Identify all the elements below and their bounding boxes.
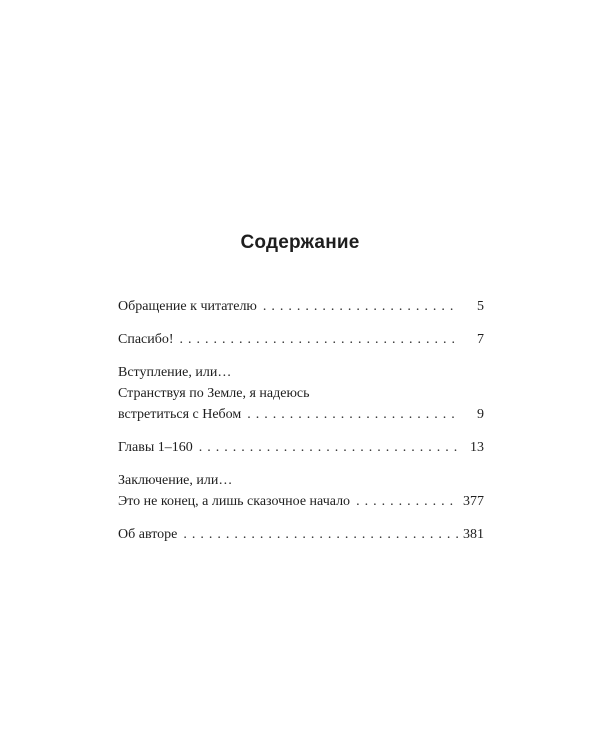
toc-page-number: 381 [463,527,484,542]
toc-entry-about-author[interactable] [118,524,484,545]
table-of-contents [118,296,484,557]
toc-entry-conclusion[interactable] [118,470,484,512]
dot-leader [263,296,458,317]
toc-entry-reader-address[interactable] [118,296,484,317]
toc-entry-title-line: Странствуя по Земле, я надеюсь [118,386,310,401]
dot-leader [247,404,458,425]
toc-entry-chapters[interactable] [118,437,484,458]
toc-entry-thanks[interactable] [118,329,484,350]
toc-page-number: 9 [477,407,484,422]
toc-entry-introduction[interactable] [118,362,484,425]
toc-entry-title-line: Заключение, или… [118,473,233,488]
dot-leader [183,524,458,545]
toc-page-number: 377 [463,494,484,509]
dot-leader [180,329,458,350]
toc-page-number: 5 [477,299,484,314]
toc-entry-title: Главы 1–160 [118,440,193,455]
dot-leader [356,491,458,512]
toc-entry-title-line: Вступление, или… [118,365,232,380]
dot-leader [199,437,458,458]
toc-page-number: 13 [470,440,484,455]
toc-entry-title-line: Это не конец, а лишь сказочное начало [118,494,351,509]
toc-entry-title: Спасибо! [118,332,174,347]
page-title: Содержание [240,232,360,253]
toc-page-number: 7 [477,332,484,347]
toc-entry-title: Об авторе [118,527,178,542]
toc-entry-title: Обращение к читателю [118,299,257,314]
toc-entry-title-line: встретиться с Небом [118,407,242,422]
